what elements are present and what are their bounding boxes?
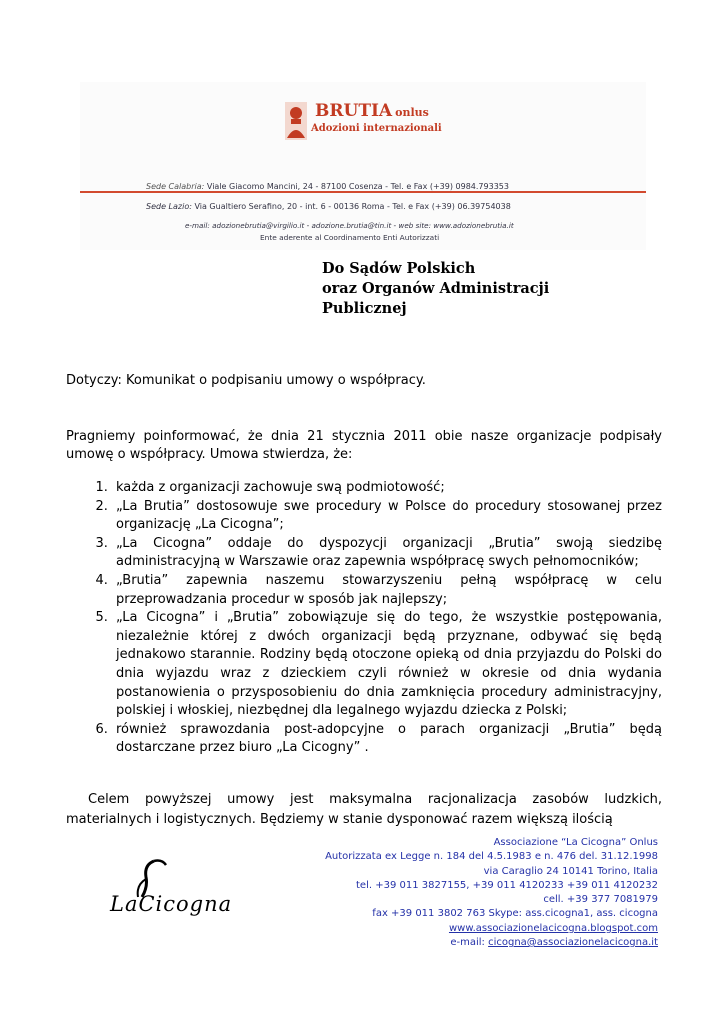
footer-cell: cell. +39 377 7081979 — [543, 894, 658, 906]
list-item: 4. „Brutia” zapewnia naszemu stowarzyszeniu pełną współpracę w celu przeprowadzania procedur w sposób jak najlepszy; — [112, 572, 662, 609]
sede-lazio-label: Sede Lazio: — [146, 202, 192, 211]
intro-paragraph: Pragniemy poinformować, że dnia 21 stycznia 2011 obie nasze organizacje podpisały umowę o współpracy. Umowa stwierdza, że: — [66, 429, 662, 462]
brutia-logo — [285, 102, 442, 142]
sede-calabria-label: Sede Calabria: — [146, 182, 205, 191]
letterhead-accreditation: Ente aderente al Coordinamento Enti Autorizzati — [260, 233, 440, 242]
footer-website-link[interactable]: www.associazionelacicogna.blogspot.com — [448, 922, 658, 934]
footer-contacts — [325, 836, 658, 950]
footer-authorization: Autorizzata ex Legge n. 184 del 4.5.1983 e n. 476 del. 31.12.1998 — [325, 851, 658, 863]
closing-paragraph: Celem powyższej umowy jest maksymalna racjonalizacja zasobów ludzkich, materialnych i logistycznych. Będziemy w stanie dysponować razem większą ilością — [66, 792, 662, 827]
org-subtitle: Adozioni internazionali — [311, 123, 442, 134]
org-name: BRUTIA — [315, 101, 393, 121]
agreement-points — [66, 479, 662, 758]
recipient-line: Do Sądów Polskich — [322, 260, 476, 277]
footer-email-link[interactable]: cicogna@associazionelacicogna.it — [488, 937, 658, 949]
letterhead-contacts: e-mail: adozionebrutia@virgilio.it - adozione.brutia@tin.it - web site: www.adozionebrutia.it — [185, 221, 514, 230]
org-suffix: onlus — [395, 106, 429, 119]
sede-calabria — [146, 182, 509, 191]
footer-org-name: Associazione “La Cicogna” Onlus — [493, 837, 658, 848]
list-item: 2. „La Brutia” dostosowuje swe procedury w Polsce do procedury stosowanej przez organizację „La Cicogna”; — [112, 498, 662, 535]
letterhead — [80, 82, 646, 250]
list-item: 1. każda z organizacji zachowuje swą podmiotowość; — [112, 479, 662, 498]
footer-tel: tel. +39 011 3827155, +39 011 4120233 +39 011 4120232 — [356, 879, 658, 891]
sede-calabria-address: Viale Giacomo Mancini, 24 - 87100 Cosenza - Tel. e Fax (+39) 0984.793353 — [206, 182, 509, 191]
recipient-line: oraz Organów Administracji — [322, 280, 550, 297]
recipient-line: Publicznej — [322, 300, 407, 317]
letterhead-rule — [80, 191, 646, 193]
bust-emblem-icon — [285, 102, 307, 140]
list-item: 6. również sprawozdania post-adopcyjne o parach organizacji „Brutia” będą dostarczane przez biuro „La Cicogny” . — [112, 721, 662, 758]
list-item: 5. „La Cicogna” i „Brutia” zobowiązuje się do tego, że wszystkie postępowania, niezależnie której z dwóch organizacji będą przyznane, odbywać się będą jednakowo starannie. Rodziny będą otoczone opieką od dnia przyjazdu do Polski do dnia wyjazdu wraz z dzieckiem czyli również w okresie od dnia wydania postanowienia o przysposobieniu do dnia zamknięcia procedury administracyjny, polskiej i włoskiej, niezbędnej dla legalnego wyjazdu dziecka z Polski; — [112, 609, 662, 721]
footer-email-label: e-mail: — [450, 937, 489, 949]
cicogna-logo-text: LaCicogna — [110, 892, 233, 916]
subject-line: Dotyczy: Komunikat o podpisaniu umowy o współpracy. — [66, 373, 426, 388]
sede-lazio — [146, 202, 511, 211]
footer-fax-skype: fax +39 011 3802 763 Skype: ass.cicogna1, ass. cicogna — [372, 908, 658, 920]
footer-address: via Caraglio 24 10141 Torino, Italia — [483, 865, 658, 877]
sede-lazio-address: Via Gualtiero Serafino, 20 - int. 6 - 00136 Roma - Tel. e Fax (+39) 06.39754038 — [194, 202, 511, 211]
footer-email — [325, 936, 658, 950]
recipient-block — [322, 259, 549, 319]
list-item: 3. „La Cicogna” oddaje do dyspozycji organizacji „Brutia” swoją siedzibę administracyjną w Warszawie oraz zapewnia współpracę swych pełnomocników; — [112, 535, 662, 572]
